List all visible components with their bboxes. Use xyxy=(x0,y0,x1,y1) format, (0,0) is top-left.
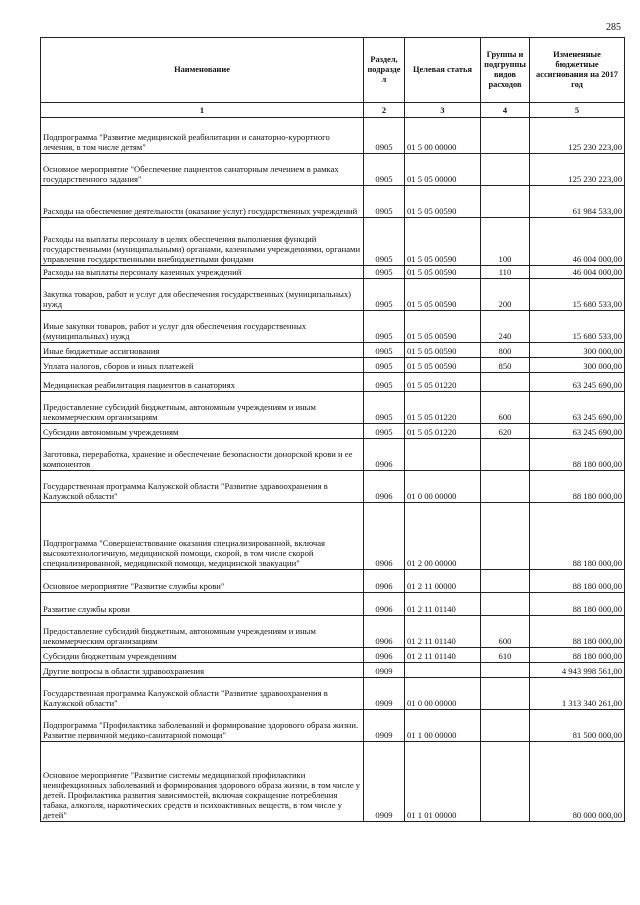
row-amount-cell: 88 180 000,00 xyxy=(530,648,625,663)
row-article-cell: 01 2 11 00000 xyxy=(405,570,481,593)
row-article-cell: 01 0 00 00000 xyxy=(405,678,481,710)
row-article-cell: 01 5 05 01220 xyxy=(405,424,481,439)
column-number-row xyxy=(41,103,625,118)
row-article-cell: 01 5 05 00590 xyxy=(405,279,481,311)
row-group-cell xyxy=(481,154,530,186)
row-group-cell: 240 xyxy=(481,311,530,343)
row-article-cell: 01 2 11 01140 xyxy=(405,648,481,663)
row-group-cell: 620 xyxy=(481,424,530,439)
row-section-cell: 0905 xyxy=(364,266,405,279)
row-group-cell: 600 xyxy=(481,392,530,424)
row-article-cell: 01 0 00 00000 xyxy=(405,471,481,503)
table-row xyxy=(41,503,625,570)
column-number: 1 xyxy=(41,103,364,118)
row-name-cell: Основное мероприятие "Обеспечение пациентов санаторным лечением в рамках государственного задания" xyxy=(41,154,364,186)
table-row xyxy=(41,593,625,616)
row-name-cell: Субсидии бюджетным учреждениям xyxy=(41,648,364,663)
header-section: Раздел, подразде л xyxy=(364,38,405,103)
row-amount-cell: 63 245 690,00 xyxy=(530,424,625,439)
row-section-cell: 0905 xyxy=(364,373,405,392)
row-amount-cell: 300 000,00 xyxy=(530,343,625,358)
row-amount-cell: 88 180 000,00 xyxy=(530,503,625,570)
row-article-cell: 01 5 00 00000 xyxy=(405,118,481,154)
table-row xyxy=(41,218,625,266)
row-article-cell: 01 2 11 01140 xyxy=(405,616,481,648)
row-amount-cell: 88 180 000,00 xyxy=(530,616,625,648)
budget-table xyxy=(40,37,625,822)
row-group-cell: 100 xyxy=(481,218,530,266)
row-group-cell xyxy=(481,471,530,503)
row-section-cell: 0905 xyxy=(364,424,405,439)
row-group-cell: 850 xyxy=(481,358,530,373)
header-groups: Группы и подгруппы видов расходов xyxy=(481,38,530,103)
row-name-cell: Субсидии автономным учреждениям xyxy=(41,424,364,439)
row-group-cell xyxy=(481,663,530,678)
row-section-cell: 0905 xyxy=(364,311,405,343)
row-amount-cell: 63 245 690,00 xyxy=(530,392,625,424)
row-group-cell xyxy=(481,570,530,593)
table-row xyxy=(41,311,625,343)
column-number: 2 xyxy=(364,103,405,118)
row-name-cell: Медицинская реабилитация пациентов в санаториях xyxy=(41,373,364,392)
row-section-cell: 0909 xyxy=(364,742,405,822)
row-group-cell xyxy=(481,742,530,822)
row-article-cell: 01 5 05 00590 xyxy=(405,311,481,343)
row-name-cell: Государственная программа Калужской области "Развитие здравоохранения в Калужской области" xyxy=(41,471,364,503)
table-row xyxy=(41,373,625,392)
row-group-cell xyxy=(481,118,530,154)
row-name-cell: Подпрограмма "Развитие медицинской реабилитации и санаторно-курортного лечения, в том числе детям" xyxy=(41,118,364,154)
row-group-cell: 110 xyxy=(481,266,530,279)
row-group-cell: 610 xyxy=(481,648,530,663)
row-section-cell: 0906 xyxy=(364,471,405,503)
row-article-cell: 01 5 05 00000 xyxy=(405,154,481,186)
row-group-cell: 800 xyxy=(481,343,530,358)
row-section-cell: 0906 xyxy=(364,570,405,593)
table-row xyxy=(41,648,625,663)
row-name-cell: Уплата налогов, сборов и иных платежей xyxy=(41,358,364,373)
header-name: Наименование xyxy=(41,38,364,103)
row-amount-cell: 88 180 000,00 xyxy=(530,593,625,616)
row-name-cell: Иные закупки товаров, работ и услуг для обеспечения государственных (муниципальных) нужд xyxy=(41,311,364,343)
row-group-cell xyxy=(481,373,530,392)
row-section-cell: 0905 xyxy=(364,186,405,218)
row-name-cell: Развитие службы крови xyxy=(41,593,364,616)
row-section-cell: 0905 xyxy=(364,358,405,373)
row-group-cell: 200 xyxy=(481,279,530,311)
header-amount: Измененные бюджетные ассигнования на 2017 год xyxy=(530,38,625,103)
table-row xyxy=(41,471,625,503)
row-amount-cell: 88 180 000,00 xyxy=(530,439,625,471)
row-group-cell xyxy=(481,186,530,218)
row-group-cell xyxy=(481,439,530,471)
table-row xyxy=(41,186,625,218)
row-amount-cell: 46 004 000,00 xyxy=(530,218,625,266)
row-name-cell: Подпрограмма "Совершенствование оказания специализированной, включая высокотехнологичную, медицинской помощи, скорой, в том числе скорой специализированной, медицинской помощи, медицинской эвакуации" xyxy=(41,503,364,570)
page-number: 285 xyxy=(606,22,621,33)
row-amount-cell: 63 245 690,00 xyxy=(530,373,625,392)
table-row xyxy=(41,616,625,648)
row-section-cell: 0909 xyxy=(364,663,405,678)
row-name-cell: Основное мероприятие "Развитие системы медицинской профилактики неинфекционных заболеваний и формирования здорового образа жизни, в том числе у детей. Профилактика развития зависимостей, включая сокращение потребления табака, алкоголя, наркотических средств и психоактивных веществ, в том числе у детей" xyxy=(41,742,364,822)
header-row xyxy=(41,38,625,103)
table-row xyxy=(41,358,625,373)
row-group-cell xyxy=(481,678,530,710)
table-row xyxy=(41,118,625,154)
row-section-cell: 0905 xyxy=(364,279,405,311)
column-number: 4 xyxy=(481,103,530,118)
table-row xyxy=(41,279,625,311)
table-row xyxy=(41,678,625,710)
row-section-cell: 0906 xyxy=(364,616,405,648)
row-section-cell: 0905 xyxy=(364,218,405,266)
row-group-cell: 600 xyxy=(481,616,530,648)
row-amount-cell: 1 313 340 261,00 xyxy=(530,678,625,710)
row-article-cell: 01 2 00 00000 xyxy=(405,503,481,570)
row-section-cell: 0909 xyxy=(364,710,405,742)
row-section-cell: 0905 xyxy=(364,154,405,186)
row-article-cell xyxy=(405,663,481,678)
row-name-cell: Расходы на выплаты персоналу казенных учреждений xyxy=(41,266,364,279)
row-amount-cell: 15 680 533,00 xyxy=(530,279,625,311)
row-name-cell: Предоставление субсидий бюджетным, автономным учреждениям и иным некоммерческим организациям xyxy=(41,616,364,648)
row-amount-cell: 46 004 000,00 xyxy=(530,266,625,279)
row-section-cell: 0906 xyxy=(364,593,405,616)
row-amount-cell: 88 180 000,00 xyxy=(530,570,625,593)
row-amount-cell: 81 500 000,00 xyxy=(530,710,625,742)
row-name-cell: Основное мероприятие "Развитие службы крови" xyxy=(41,570,364,593)
table-row xyxy=(41,154,625,186)
table-row xyxy=(41,742,625,822)
table-row xyxy=(41,439,625,471)
row-section-cell: 0909 xyxy=(364,678,405,710)
row-group-cell xyxy=(481,503,530,570)
row-name-cell: Заготовка, переработка, хранение и обеспечение безопасности донорской крови и ее компонентов xyxy=(41,439,364,471)
header-article: Целевая статья xyxy=(405,38,481,103)
table-row xyxy=(41,392,625,424)
table-row xyxy=(41,710,625,742)
row-section-cell: 0905 xyxy=(364,118,405,154)
row-name-cell: Подпрограмма "Профилактика заболеваний и формирование здорового образа жизни. Развитие первичной медико-санитарной помощи" xyxy=(41,710,364,742)
row-section-cell: 0906 xyxy=(364,439,405,471)
row-article-cell: 01 5 05 00590 xyxy=(405,186,481,218)
table-row xyxy=(41,266,625,279)
row-name-cell: Предоставление субсидий бюджетным, автономным учреждениям и иным некоммерческим организациям xyxy=(41,392,364,424)
row-amount-cell: 4 943 998 561,00 xyxy=(530,663,625,678)
row-name-cell: Расходы на выплаты персоналу в целях обеспечения выполнения функций государственными (муниципальными) органами, казенными учреждениями, органами управления государственными внебюджетными фондами xyxy=(41,218,364,266)
row-name-cell: Иные бюджетные ассигнования xyxy=(41,343,364,358)
row-article-cell: 01 2 11 01140 xyxy=(405,593,481,616)
row-amount-cell: 88 180 000,00 xyxy=(530,471,625,503)
column-number: 3 xyxy=(405,103,481,118)
column-number: 5 xyxy=(530,103,625,118)
row-amount-cell: 15 680 533,00 xyxy=(530,311,625,343)
row-article-cell: 01 5 05 00590 xyxy=(405,266,481,279)
row-amount-cell: 125 230 223,00 xyxy=(530,154,625,186)
row-amount-cell: 125 230 223,00 xyxy=(530,118,625,154)
table-body xyxy=(41,118,625,822)
row-section-cell: 0905 xyxy=(364,392,405,424)
table-row xyxy=(41,570,625,593)
row-name-cell: Закупка товаров, работ и услуг для обеспечения государственных (муниципальных) нужд xyxy=(41,279,364,311)
row-article-cell: 01 1 01 00000 xyxy=(405,742,481,822)
row-article-cell: 01 5 05 01220 xyxy=(405,392,481,424)
row-name-cell: Другие вопросы в области здравоохранения xyxy=(41,663,364,678)
row-amount-cell: 80 000 000,00 xyxy=(530,742,625,822)
table-row xyxy=(41,424,625,439)
table-row xyxy=(41,663,625,678)
row-article-cell: 01 5 05 00590 xyxy=(405,218,481,266)
row-amount-cell: 61 984 533,00 xyxy=(530,186,625,218)
row-group-cell xyxy=(481,593,530,616)
row-name-cell: Расходы на обеспечение деятельности (оказание услуг) государственных учреждений xyxy=(41,186,364,218)
table-row xyxy=(41,343,625,358)
row-section-cell: 0906 xyxy=(364,648,405,663)
row-amount-cell: 300 000,00 xyxy=(530,358,625,373)
row-article-cell: 01 5 05 01220 xyxy=(405,373,481,392)
row-article-cell: 01 1 00 00000 xyxy=(405,710,481,742)
row-section-cell: 0906 xyxy=(364,503,405,570)
row-section-cell: 0905 xyxy=(364,343,405,358)
row-name-cell: Государственная программа Калужской области "Развитие здравоохранения в Калужской области" xyxy=(41,678,364,710)
row-article-cell: 01 5 05 00590 xyxy=(405,343,481,358)
row-article-cell: 01 5 05 00590 xyxy=(405,358,481,373)
row-article-cell xyxy=(405,439,481,471)
row-group-cell xyxy=(481,710,530,742)
